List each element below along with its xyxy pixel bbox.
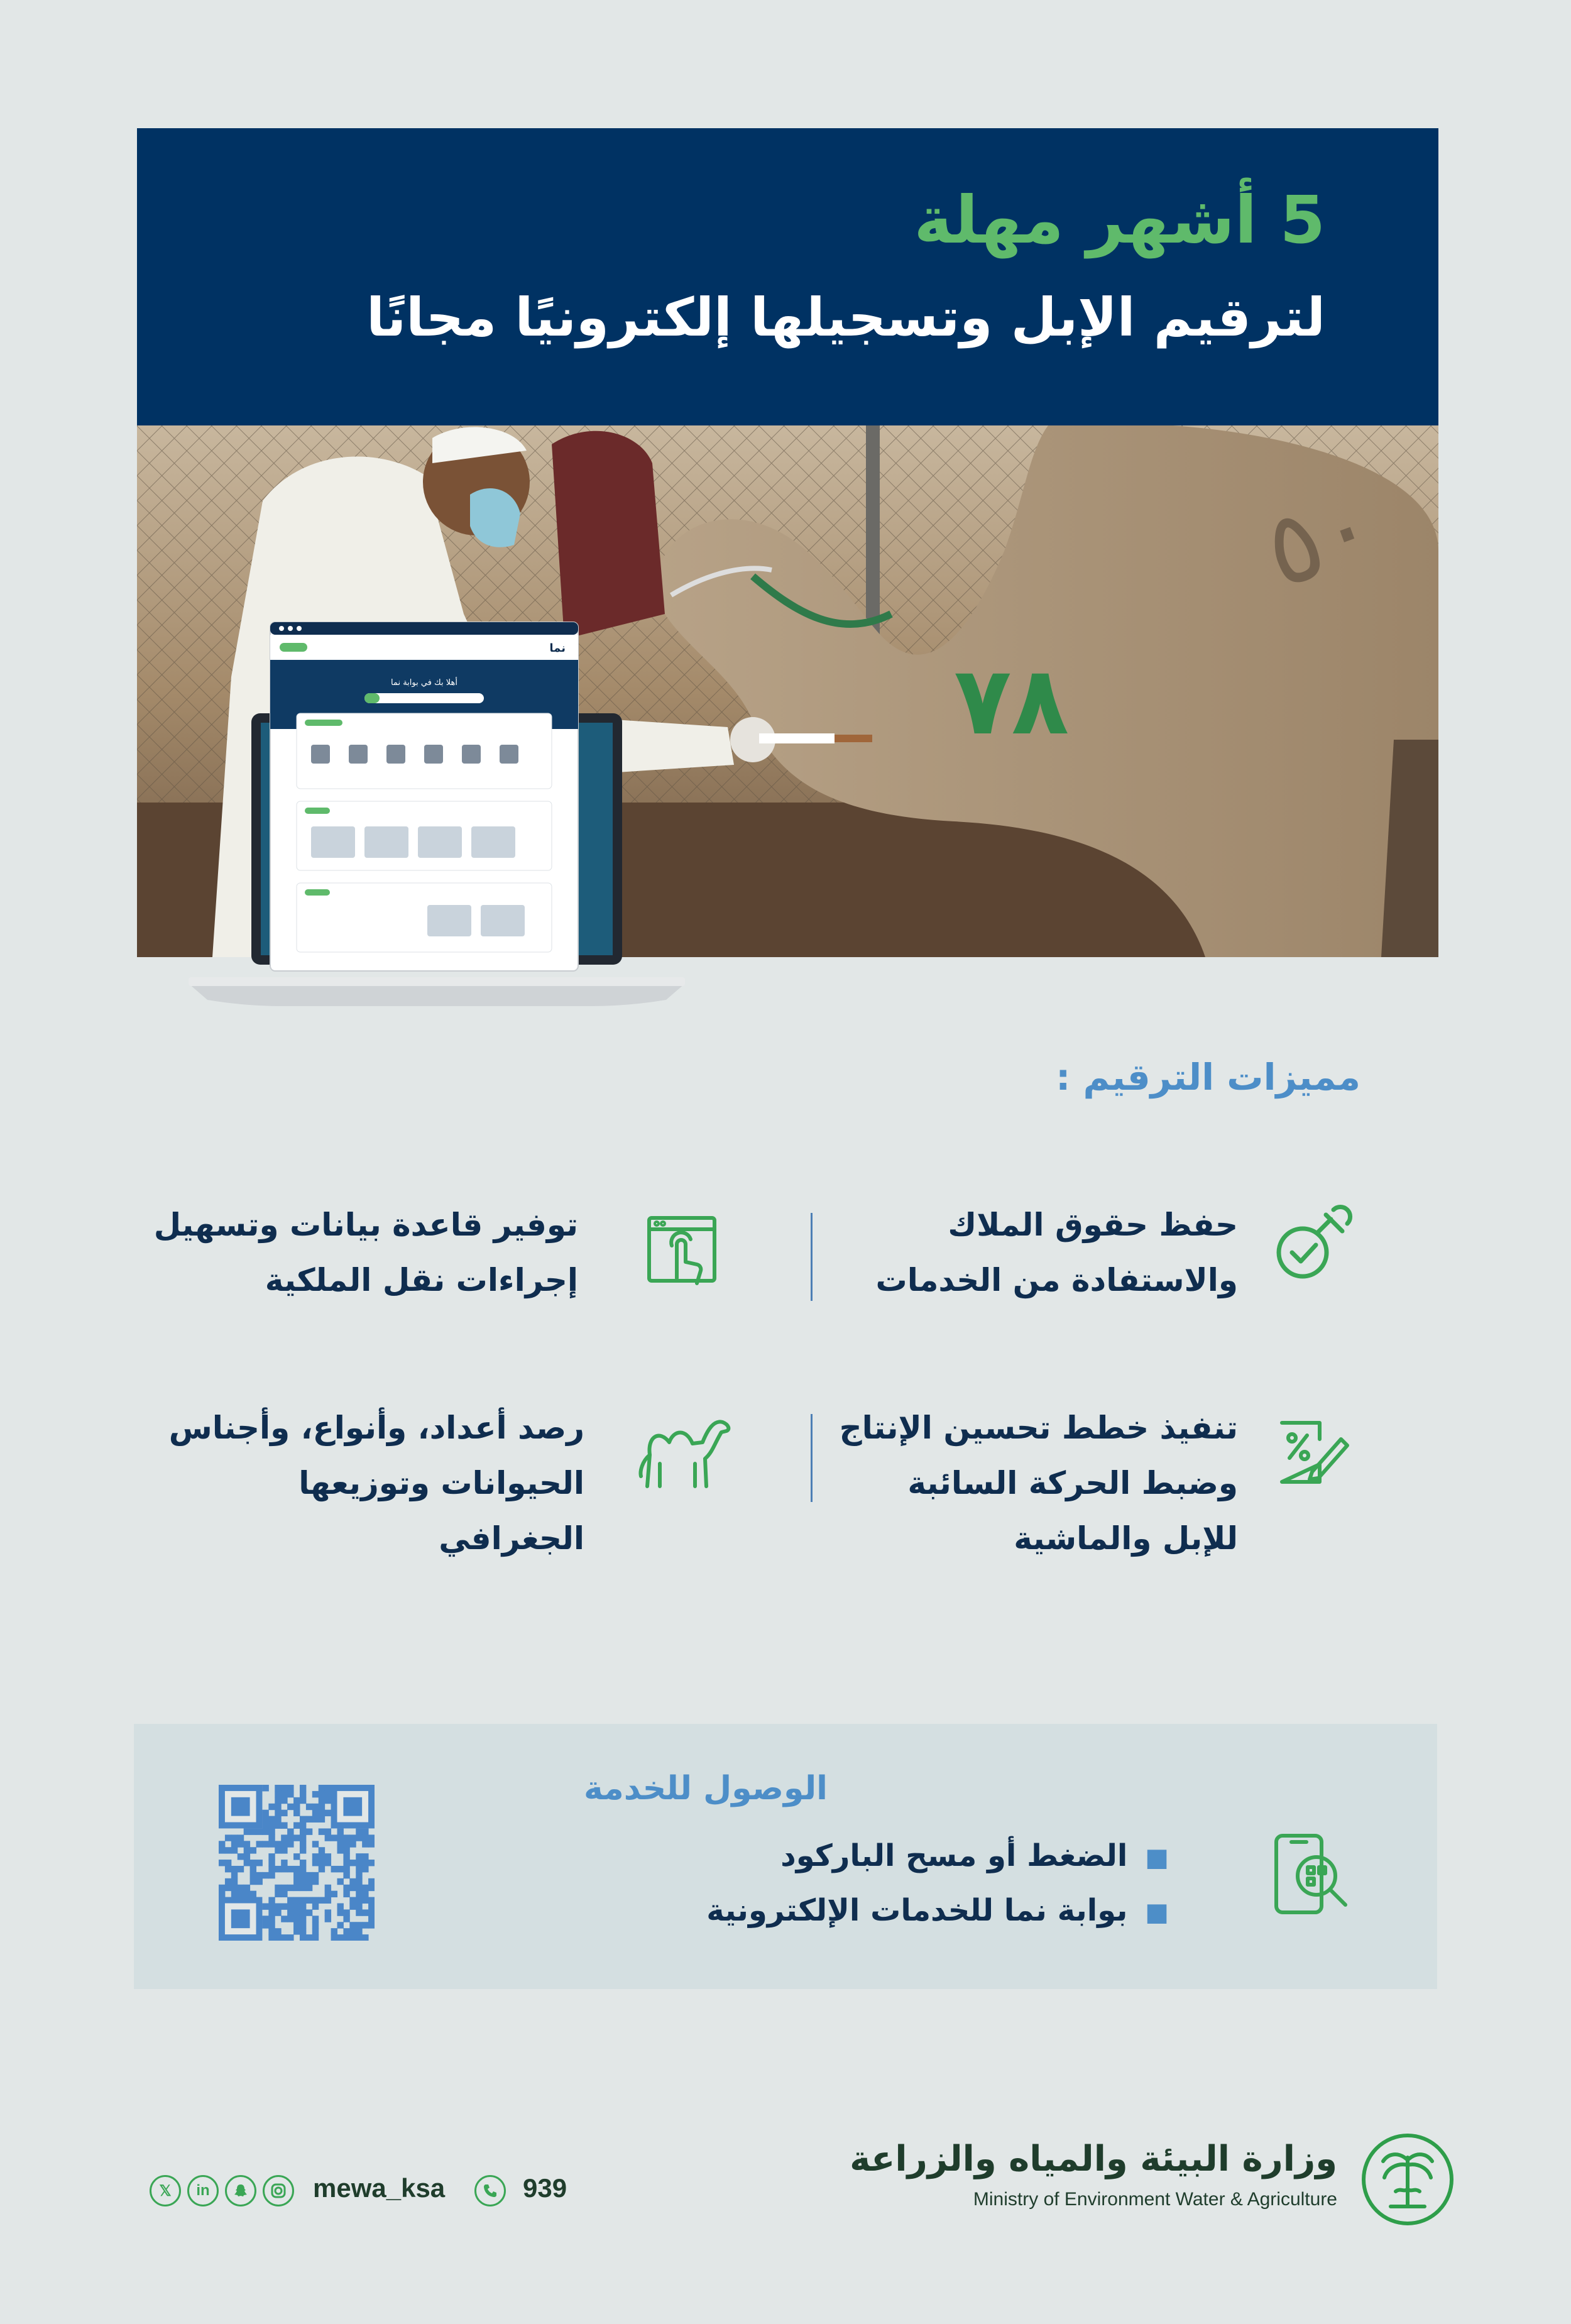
linkedin-icon[interactable]: in	[187, 2175, 219, 2206]
phone-number[interactable]: 939	[523, 2173, 567, 2203]
feature-1-text: حفظ حقوق الملاك والاستفادة من الخدمات	[875, 1207, 1238, 1298]
title-banner	[137, 128, 1438, 425]
feature-3-text: تنفيذ خطط تحسين الإنتاج وضبط الحركة السائبة للإبل والماشية	[839, 1410, 1238, 1557]
instagram-icon[interactable]	[263, 2175, 294, 2206]
ministry-name-arabic: وزارة البيئة والمياه والزراعة	[850, 2139, 1337, 2179]
camel-icon	[635, 1411, 735, 1493]
subheadline: لترقيم الإبل وتسجيلها إلكترونيًا مجانًا	[366, 287, 1325, 348]
access-item[interactable]: ■ بوابة نما للخدمات الإلكترونية	[706, 1893, 1169, 1928]
headline: 5 أشهر مهلة	[914, 182, 1325, 258]
feature-2-text: توفير قاعدة بيانات وتسهيل إجراءات نقل الملكية	[153, 1207, 578, 1298]
divider	[811, 1213, 813, 1301]
ministry-name-english: Ministry of Environment Water & Agriculture	[973, 2189, 1337, 2210]
document-percent-icon	[1276, 1414, 1351, 1489]
svg-text:٧٨: ٧٨	[954, 647, 1070, 756]
divider	[811, 1414, 813, 1502]
features-title: مميزات الترقيم :	[1056, 1056, 1360, 1099]
ministry-emblem-logo	[1360, 2132, 1455, 2227]
bullet-icon: ■	[1127, 1898, 1169, 1927]
laptop-mockup	[189, 619, 685, 1009]
svg-text:٥٠: ٥٠	[1249, 464, 1391, 611]
bullet-icon: ■	[1127, 1843, 1169, 1872]
snapchat-icon[interactable]	[225, 2175, 256, 2206]
stamp-check-icon	[1268, 1197, 1356, 1285]
access-title: الوصول للخدمة	[583, 1770, 828, 1807]
feature-4-text: رصد أعداد، وأنواع، وأجناس الحيوانات وتوزيعها الجغرافي	[168, 1410, 584, 1557]
phone-icon[interactable]	[474, 2175, 506, 2206]
x-icon[interactable]: 𝕏	[150, 2175, 181, 2206]
access-item: ■ الضغط أو مسح الباركود	[780, 1838, 1169, 1873]
laptop-logo: نما	[549, 642, 566, 655]
phone-qr-scan-icon	[1273, 1832, 1351, 1917]
social-handle[interactable]: mewa_ksa	[313, 2173, 446, 2203]
qr-code[interactable]	[219, 1785, 375, 1941]
laptop-welcome: أهلا بك في بوابة نما	[390, 678, 458, 688]
browser-click-icon	[644, 1213, 720, 1288]
